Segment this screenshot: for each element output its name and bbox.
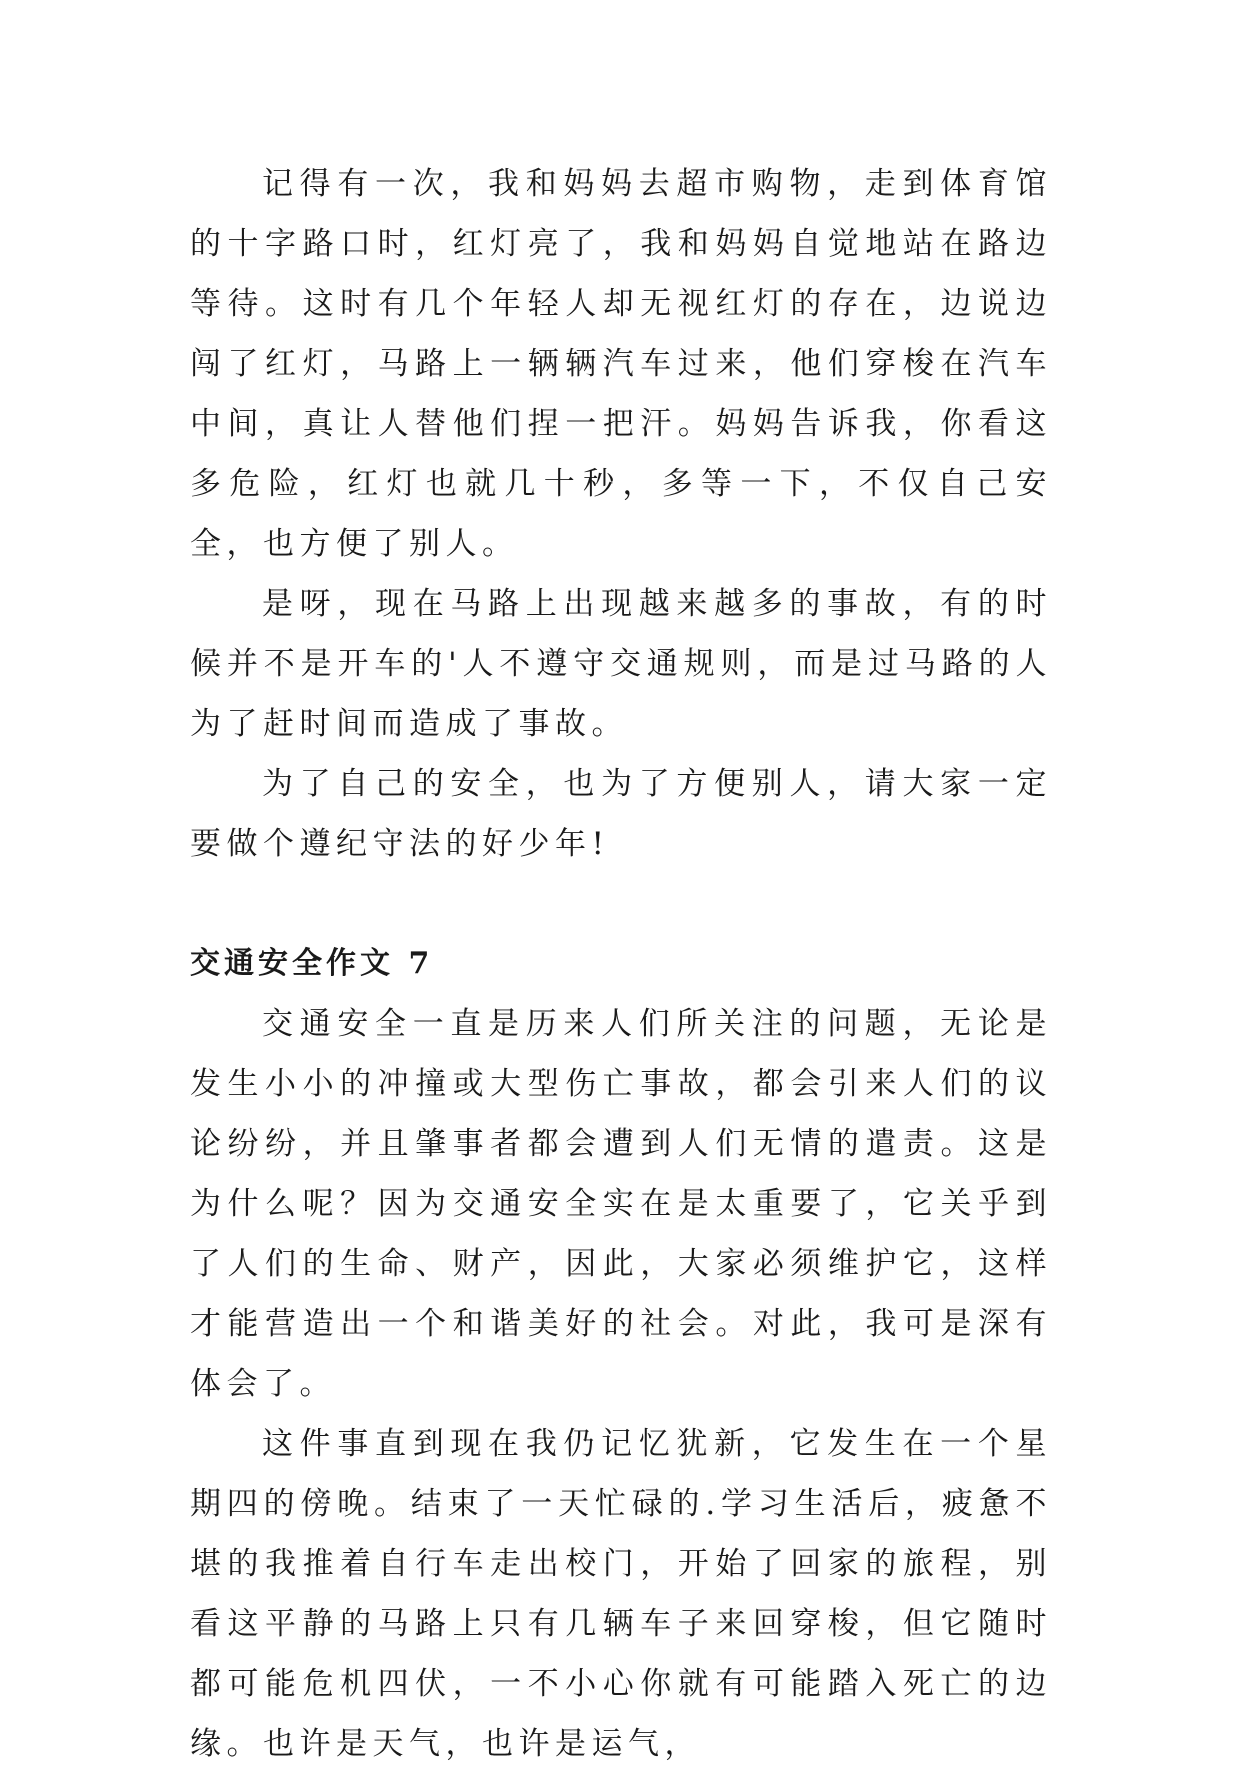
paragraph-red-light-story: 记得有一次，我和妈妈去超市购物，走到体育馆的十字路口时，红灯亮了，我和妈妈自觉地站在路边等待。这时有几个年轻人却无视红灯的存在，边说边闯了红灯，马路上一辆辆汽车过来，他们穿梭在汽车中间，真让人替他们捏一把汗。妈妈告诉我，你看这多危险，红灯也就几十秒，多等一下，不仅自己安全，也方便了别人。 xyxy=(190,166,1052,562)
paragraph-traffic-safety-intro: 交通安全一直是历来人们所关注的问题，无论是发生小小的冲撞或大型伤亡事故，都会引来人们的议论纷纷，并且肇事者都会遭到人们无情的遣责。这是为什么呢？因为交通安全实在是太重要了，它关乎到了人们的生命、财产，因此，大家必须维护它，这样才能营造出一个和谐美好的社会。对此，我可是深有体会了。 xyxy=(190,1006,1052,1402)
paragraph-accidents: 是呀，现在马路上出现越来越多的事故，有的时候并不是开车的'人不遵守交通规则，而是过马路的人为了赶时间而造成了事故。 xyxy=(190,586,1052,742)
paragraph-conclusion: 为了自己的安全，也为了方便别人，请大家一定要做个遵纪守法的好少年! xyxy=(190,766,1052,862)
section-title: 交通安全作文 xyxy=(190,946,394,981)
section-heading xyxy=(190,934,1052,994)
paragraph-thursday-evening: 这件事直到现在我仍记忆犹新，它发生在一个星期四的傍晚。结束了一天忙碌的.学习生活后，疲惫不堪的我推着自行车走出校门，开始了回家的旅程，别看这平静的马路上只有几辆车子来回穿梭，但它随时都可能危机四伏，一不小心你就有可能踏入死亡的边缘。也许是天气，也许是运气， xyxy=(190,1426,1052,1762)
section-number: 7 xyxy=(408,946,434,981)
document-body xyxy=(190,154,1052,1774)
